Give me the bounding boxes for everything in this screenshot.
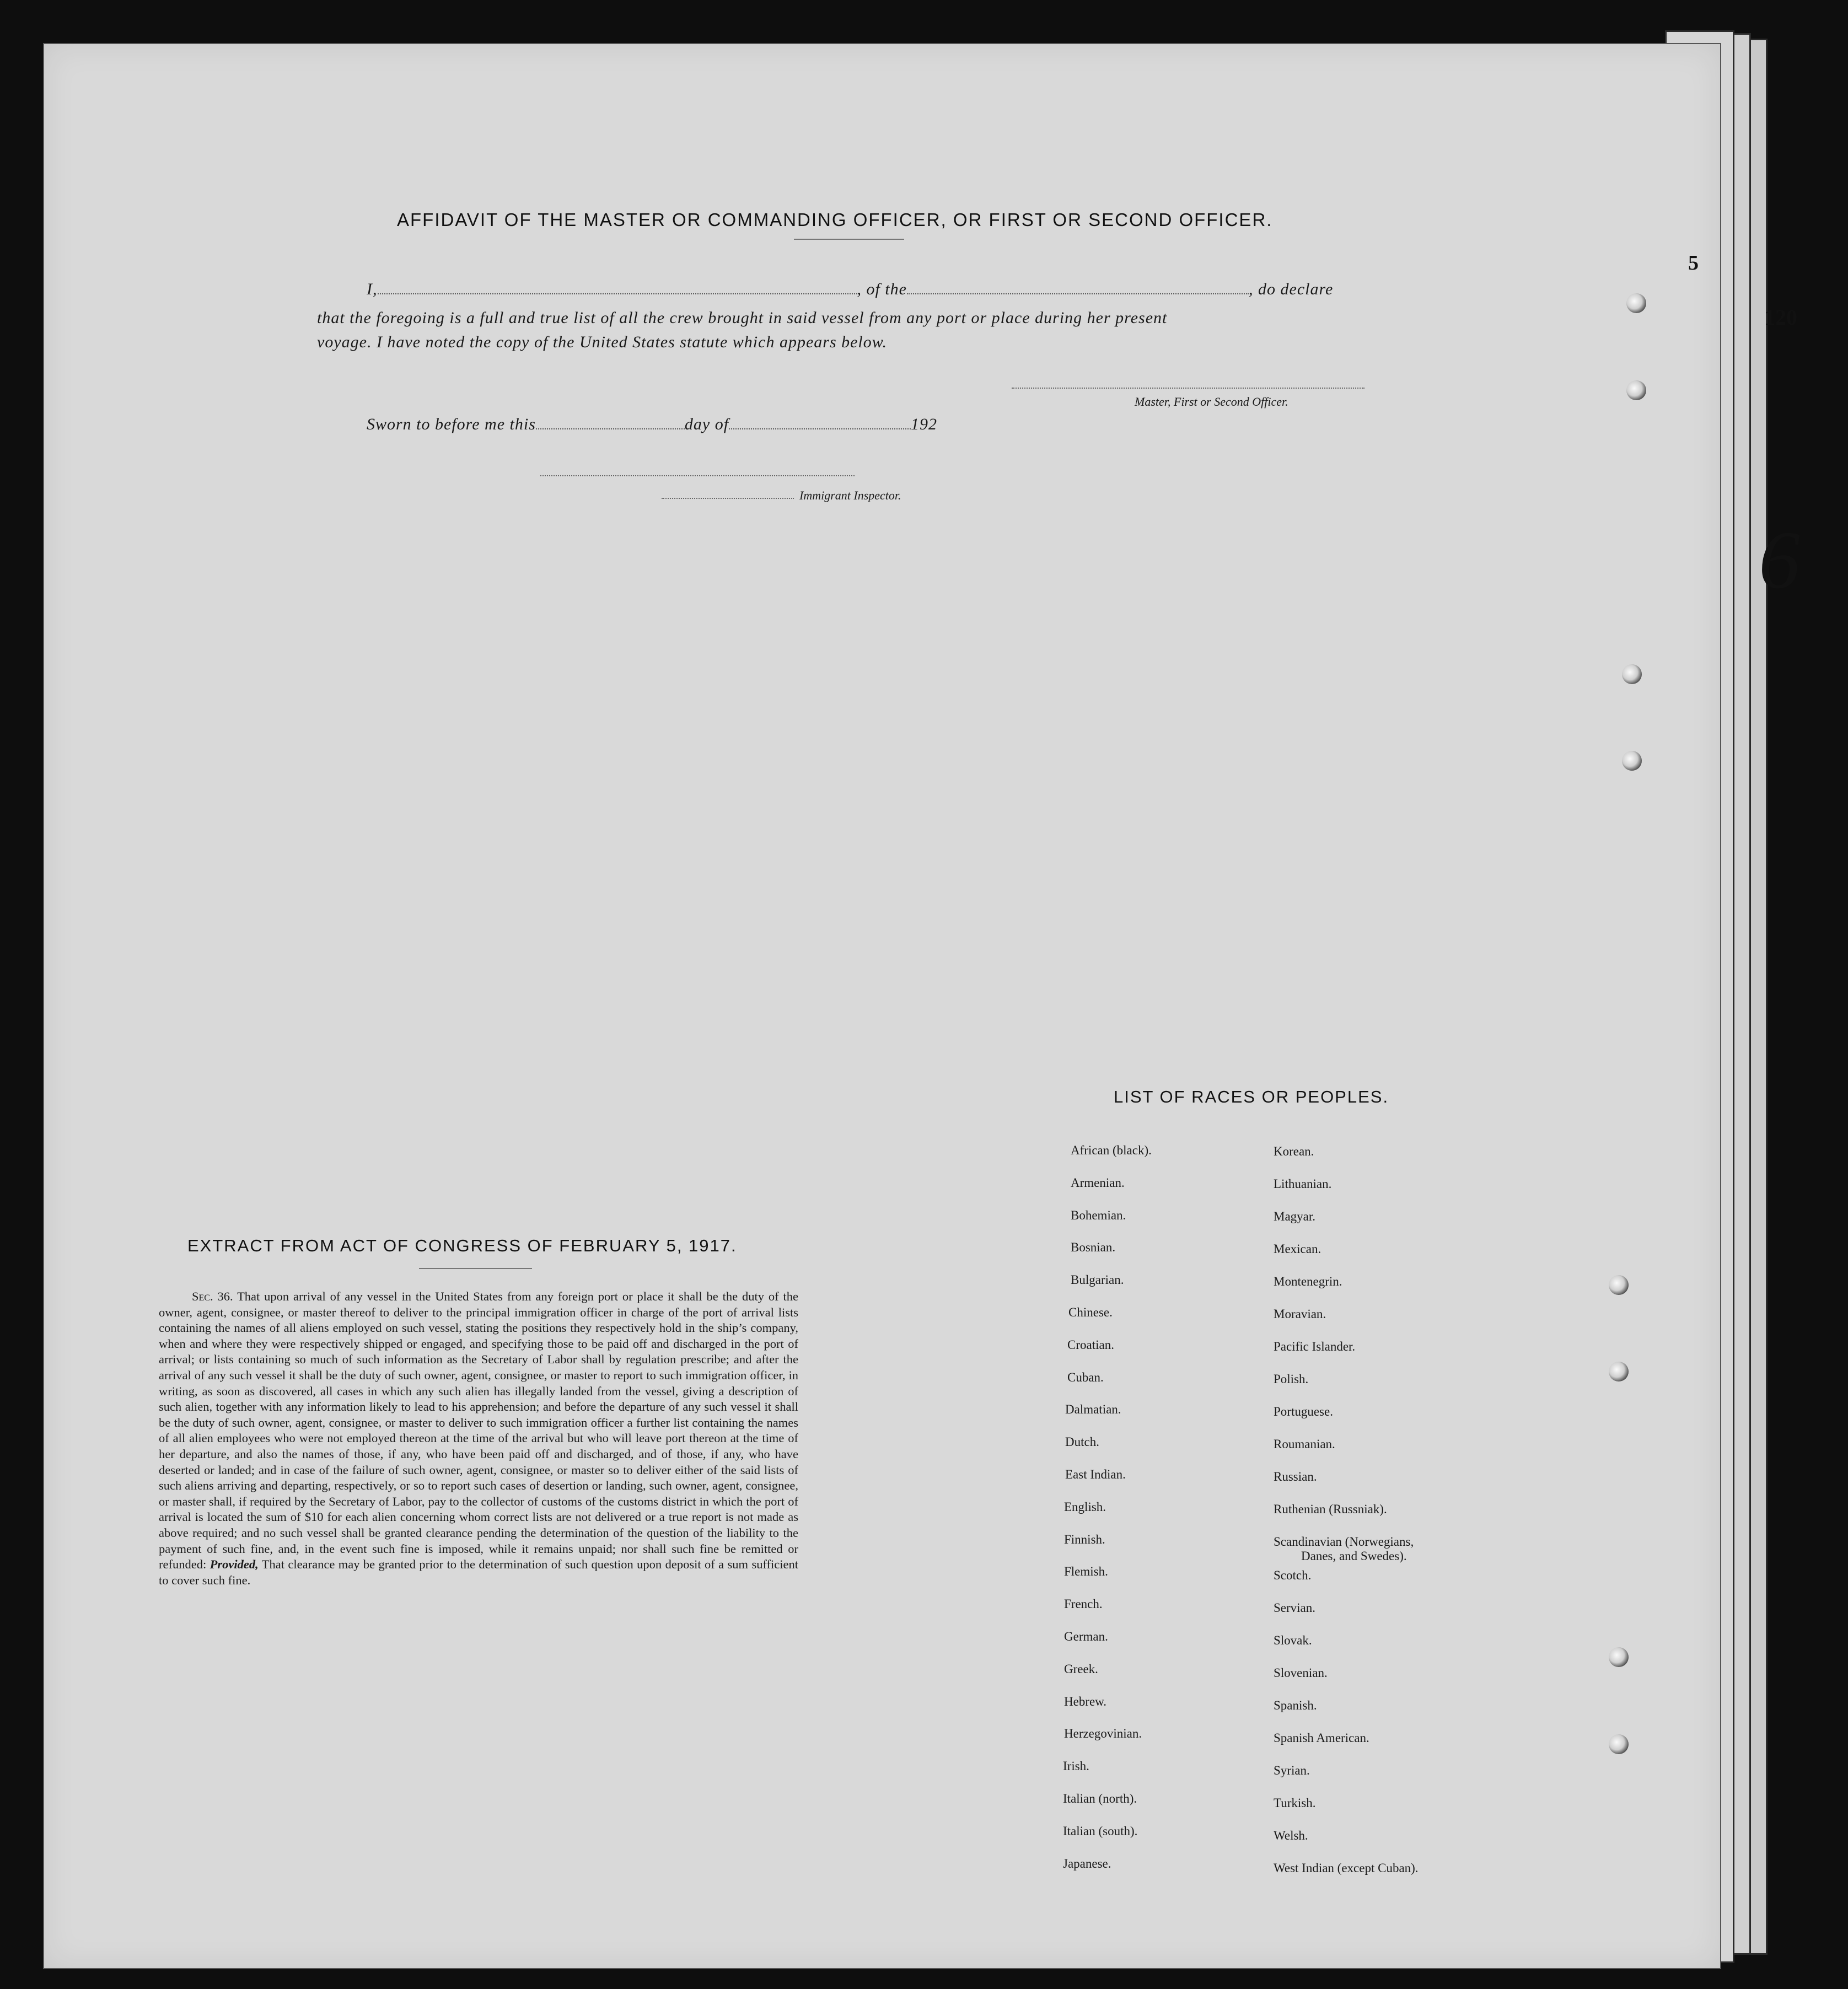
race-item: Danes, and Swedes). [1301,1549,1407,1563]
affidavit-i: I, [367,280,378,298]
race-item: East Indian. [1065,1467,1126,1481]
name-field[interactable] [378,281,857,294]
race-item: Ruthenian (Russniak). [1274,1502,1387,1516]
race-item: Scotch. [1274,1568,1312,1582]
master-signature-label: Master, First or Second Officer. [1135,395,1288,408]
race-item: Croatian. [1067,1338,1114,1352]
race-item: Finnish. [1064,1533,1105,1546]
race-item: Moravian. [1274,1307,1326,1321]
inspector-label: Immigrant Inspector. [799,488,901,502]
affidavit-of-the: , of the [857,280,907,298]
race-item: German. [1064,1630,1108,1643]
vessel-field[interactable] [907,281,1249,294]
race-item: Italian (south). [1063,1824,1138,1838]
race-item: Irish. [1063,1759,1089,1773]
race-item: Slovenian. [1274,1666,1328,1680]
race-item: Bulgarian. [1071,1273,1124,1287]
race-item: African (black). [1071,1143,1152,1157]
extract-title: EXTRACT FROM ACT OF CONGRESS OF FEBRUARY 5, 1917. [187,1236,737,1255]
race-item: Korean. [1274,1144,1314,1158]
punch-hole-icon [1609,1275,1629,1295]
race-item: Greek. [1064,1662,1098,1676]
race-item: Mexican. [1274,1242,1321,1256]
race-item: Flemish. [1064,1565,1108,1578]
margin-digit: 5 [1688,251,1699,275]
master-signature-line[interactable] [1012,388,1364,389]
sworn-day-field[interactable] [536,416,685,429]
race-item: Chinese. [1068,1305,1113,1319]
race-item: Japanese. [1063,1857,1111,1870]
extract-title-rule [419,1268,532,1269]
race-item: English. [1064,1500,1106,1514]
document-page [43,43,1721,1969]
sworn-prefix: Sworn to before me this [367,415,536,433]
race-item: Dalmatian. [1065,1402,1121,1416]
page-number: 120 [1764,305,1797,330]
punch-hole-icon [1626,293,1646,313]
race-item: Herzegovinian. [1064,1727,1142,1740]
races-title: LIST OF RACES OR PEOPLES. [1114,1087,1389,1106]
affidavit-title-rule [794,239,904,240]
race-item: Bohemian. [1071,1208,1126,1222]
race-item: Montenegrin. [1274,1275,1342,1288]
affidavit-line-2: that the foregoing is a full and true list of all the crew brought in said vessel from any port or place during her present [317,309,1168,327]
sworn-line [367,415,937,434]
punch-hole-icon [1609,1734,1629,1754]
section-label: Sec. 36. [192,1289,233,1303]
extract-end-text: That clearance may be granted prior to the determination of such question upon deposit of a sum sufficient to cover such fine. [159,1557,799,1587]
punch-hole-icon [1622,751,1642,771]
race-item: Cuban. [1067,1370,1104,1384]
punch-hole-icon [1609,1647,1629,1667]
race-item: Slovak. [1274,1633,1312,1647]
handwritten-mark: 6 [1759,514,1800,606]
race-item: Turkish. [1274,1796,1316,1810]
race-item: Lithuanian. [1274,1177,1332,1191]
race-item: Spanish. [1274,1698,1317,1712]
race-item: Spanish American. [1274,1731,1369,1745]
race-item: Portuguese. [1274,1405,1333,1418]
sworn-month-field[interactable] [729,416,911,429]
race-item: Italian (north). [1063,1792,1137,1805]
race-item: Magyar. [1274,1209,1316,1223]
race-item: Servian. [1274,1601,1316,1615]
race-item: West Indian (except Cuban). [1274,1861,1419,1875]
inspector-signature-line[interactable] [540,475,855,476]
race-item: Polish. [1274,1372,1309,1386]
punch-hole-icon [1622,664,1642,684]
sworn-year: 192 [911,415,938,433]
race-item: Pacific Islander. [1274,1340,1356,1353]
affidavit-declare: , do declare [1249,280,1334,298]
affidavit-title: AFFIDAVIT OF THE MASTER OR COMMANDING OFFICER, OR FIRST OR SECOND OFFICER. [397,209,1273,230]
affidavit-line-1 [367,280,1333,299]
race-item: Russian. [1274,1470,1317,1483]
race-item: Armenian. [1071,1176,1125,1190]
race-item: Roumanian. [1274,1437,1335,1451]
race-item: Hebrew. [1064,1695,1107,1708]
race-item: Syrian. [1274,1764,1310,1777]
inspector-signature-line-lower [662,498,794,499]
punch-hole-icon [1609,1362,1629,1381]
punch-hole-icon [1626,380,1646,400]
race-item: Dutch. [1065,1435,1099,1449]
affidavit-line-3: voyage. I have noted the copy of the United States statute which appears below. [317,333,888,351]
race-item: Scandinavian (Norwegians, [1274,1535,1414,1549]
sworn-day-of: day of [684,415,729,433]
race-item: Bosnian. [1071,1240,1116,1254]
extract-main-text: That upon arrival of any vessel in the United States from any foreign port or place it shall be the duty of the owner, agent, consignee, or master thereof to deliver to the principal immigration officer in charge of the port of arrival lists containing the names of all aliens employed on such vessel, stating the positions they respectively hold in the ship’s company, when and where they were respectively shipped or engaged, and specifying those to be paid off and discharged in the port of arrival; or lists containing so much of such information as the Secretary of Labor shall by regulation prescribe; and after the arrival of any such vessel it shall be the duty of such owner, agent, consignee, or master to report to such immigration officer, in writing, as soon as discovered, all cases in which any such alien has illegally landed from the vessel, giving a description of such alien, together with any information likely to lead to his apprehension; and before the departure of any such vessel it shall be the duty of such owner, agent, consignee, or master to deliver to such immigration officer a further list containing the names of all alien employees who were not employed thereon at the time of the arrival but who will leave port thereon at the time of her departure, and also the names of those, if any, who have been paid off and discharged, and of those, if any, who have deserted or landed; and in case of the failure of such owner, agent, consignee, or master so to deliver either of the said lists of such aliens arriving and departing, respectively, or so to report such cases of desertion or landing, such owner, agent, consignee, or master shall, if required by the Secretary of Labor, pay to the collector of customs of the customs district in which the port of arrival is located the sum of $10 for each alien concerning whom correct lists are not delivered or a true report is not made as above required; and no such vessel shall be granted clearance pending the determination of the question of the liability to the payment of such fine, and, in the event such fine is imposed, while it remains unpaid; nor shall such fine be remitted or refunded: [159,1289,798,1572]
race-item: French. [1064,1597,1103,1611]
extract-body [159,1289,798,1588]
race-item: Welsh. [1274,1829,1308,1842]
provided-label: Provided, [209,1557,259,1572]
